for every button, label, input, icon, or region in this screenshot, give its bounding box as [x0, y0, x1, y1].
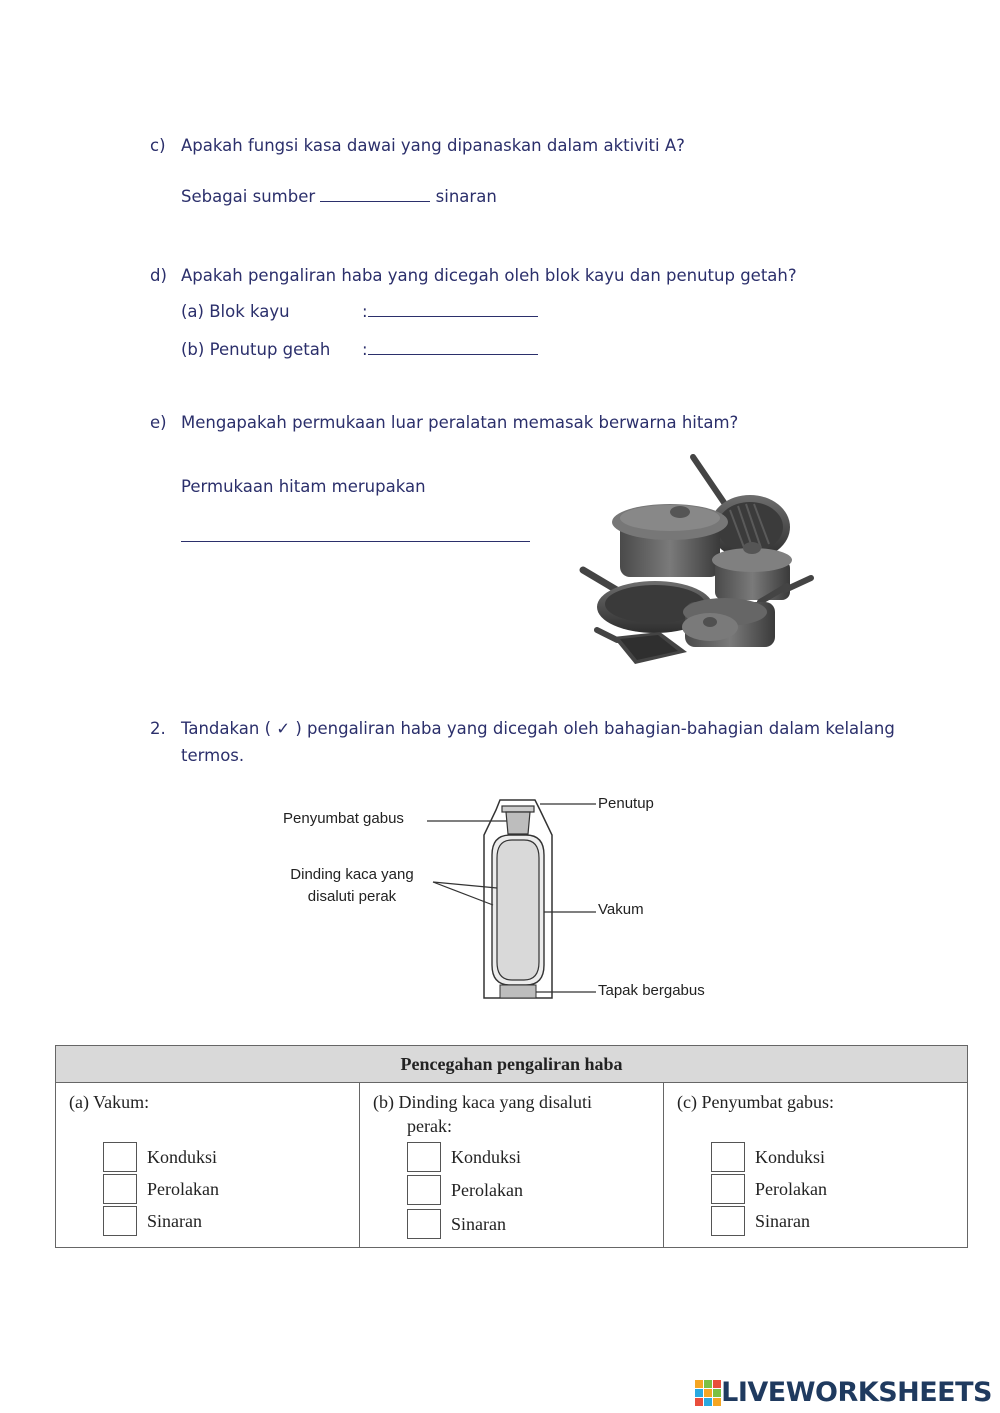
col-c-option-perolakan[interactable]: [711, 1174, 827, 1204]
question-d-item-a-label: (a) Blok kayu: [181, 302, 290, 321]
table-col-b: [360, 1083, 664, 1248]
col-c-option-sinaran-label: Sinaran: [755, 1210, 810, 1231]
question-e-answer-prefix: Permukaan hitam merupakan: [181, 477, 426, 496]
question-e-letter: e): [150, 413, 167, 432]
thermos-stopper: [506, 812, 530, 834]
col-b-option-perolakan[interactable]: [407, 1175, 523, 1205]
col-a-option-sinaran-label: Sinaran: [147, 1210, 202, 1231]
col-c-option-konduksi[interactable]: [711, 1142, 825, 1172]
label-stopper: Penyumbat gabus: [283, 810, 404, 827]
question-c-text: Apakah fungsi kasa dawai yang dipanaskan dalam aktiviti A?: [181, 136, 685, 155]
col-b-checkbox-sinaran[interactable]: [407, 1209, 441, 1239]
col-a-option-konduksi-label: Konduksi: [147, 1146, 218, 1167]
table-col-c: [664, 1083, 968, 1248]
col-b-option-perolakan-label: Perolakan: [451, 1179, 523, 1200]
col-b-title: [373, 1090, 592, 1138]
col-c-checkbox-konduksi[interactable]: [711, 1142, 745, 1172]
col-a-title-line1: (a) Vakum:: [69, 1092, 150, 1112]
thermos-cap: [502, 806, 534, 812]
question-2-number: 2.: [150, 719, 166, 738]
col-b-title-line2: perak:: [407, 1116, 452, 1136]
question-2-line1: Tandakan ( ✓ ) pengaliran haba yang dicegah oleh bahagian-bahagian dalam kelalang: [181, 719, 895, 738]
col-c-option-konduksi-label: Konduksi: [755, 1146, 826, 1167]
question-c-answer-prefix: Sebagai sumber: [181, 187, 316, 206]
col-a-checkbox-konduksi[interactable]: [103, 1142, 137, 1172]
question-d-item-b-label: (b) Penutup getah: [181, 340, 331, 359]
question-d-item-b-sep: :: [362, 340, 368, 359]
answer-table: [55, 1045, 968, 1248]
col-b-checkbox-perolakan[interactable]: [407, 1175, 441, 1205]
liveworksheets-logo-icon: [695, 1380, 721, 1406]
col-a-option-perolakan[interactable]: [103, 1174, 219, 1204]
col-a-checkbox-perolakan[interactable]: [103, 1174, 137, 1204]
col-a-title: [69, 1090, 149, 1114]
col-c-checkbox-sinaran[interactable]: [711, 1206, 745, 1236]
col-c-title-line1: (c) Penyumbat gabus:: [677, 1092, 834, 1112]
table-header: Pencegahan pengaliran haba: [56, 1046, 968, 1083]
col-a-checkbox-sinaran[interactable]: [103, 1206, 137, 1236]
label-wall-line1: Dinding kaca yang: [290, 866, 414, 883]
col-c-title: [677, 1090, 834, 1114]
col-a-option-konduksi[interactable]: [103, 1142, 217, 1172]
question-c-letter: c): [150, 136, 166, 155]
label-wall-line2: disaluti perak: [307, 888, 397, 905]
col-b-option-sinaran[interactable]: [407, 1209, 506, 1239]
liveworksheets-logo-text: LIVEWORKSHEETS: [721, 1377, 992, 1408]
liveworksheets-logo[interactable]: [695, 1377, 992, 1408]
question-e-text: Mengapakah permukaan luar peralatan memasak berwarna hitam?: [181, 413, 739, 432]
col-b-option-konduksi[interactable]: [407, 1142, 521, 1172]
thermos-inner-wall: [497, 840, 539, 980]
question-d-item-a-sep: :: [362, 302, 368, 321]
col-b-option-sinaran-label: Sinaran: [451, 1213, 506, 1234]
question-c-answer-suffix: sinaran: [435, 187, 497, 206]
label-base: Tapak bergabus: [598, 982, 705, 999]
col-a-option-sinaran[interactable]: [103, 1206, 202, 1236]
col-b-checkbox-konduksi[interactable]: [407, 1142, 441, 1172]
col-a-option-perolakan-label: Perolakan: [147, 1178, 219, 1199]
col-c-option-perolakan-label: Perolakan: [755, 1178, 827, 1199]
col-b-title-line1: (b) Dinding kaca yang disaluti: [373, 1092, 592, 1112]
thermos-base: [500, 985, 536, 998]
label-cap: Penutup: [598, 795, 654, 812]
col-b-option-konduksi-label: Konduksi: [451, 1146, 522, 1167]
question-2-line2: termos.: [181, 746, 245, 765]
label-vacuum: Vakum: [598, 901, 644, 918]
question-d-text: Apakah pengaliran haba yang dicegah oleh blok kayu dan penutup getah?: [181, 266, 797, 285]
label-wall: [281, 864, 423, 908]
question-d-letter: d): [150, 266, 167, 285]
table-col-a: [56, 1083, 360, 1248]
col-c-option-sinaran[interactable]: [711, 1206, 810, 1236]
col-c-checkbox-perolakan[interactable]: [711, 1174, 745, 1204]
